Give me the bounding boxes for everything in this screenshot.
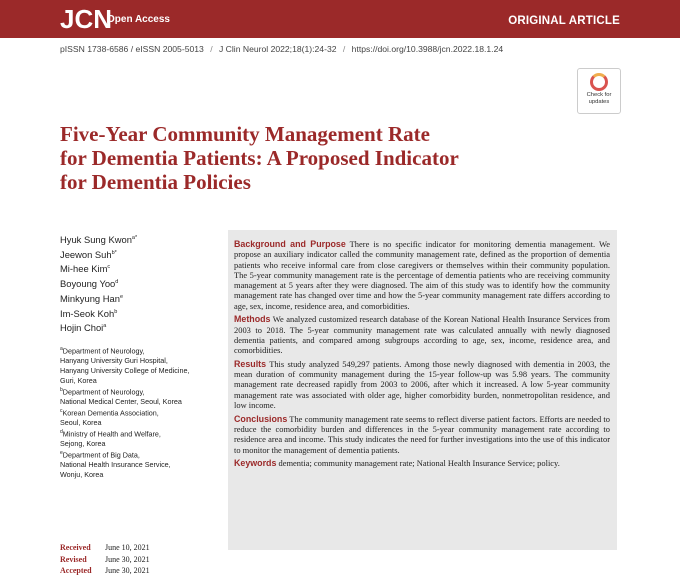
journal-logo: JCN — [60, 4, 113, 34]
article-type-label: ORIGINAL ARTICLE — [508, 15, 620, 27]
author: Mi-hee Kim$^c$ — [60, 263, 111, 275]
affiliation-line: Sejong, Korea — [60, 438, 106, 448]
author: Boyoung Yoo$^d$ — [60, 278, 119, 290]
author: Minkyung Han$^e$ — [60, 293, 123, 304]
article-dates — [60, 542, 150, 577]
author: Hyuk Sung Kwon$^{a*}$ — [60, 234, 138, 246]
title-line: Five-Year Community Management Rate — [60, 122, 430, 146]
affiliation-line: Hanyang University College of Medicine, — [60, 365, 190, 375]
crossmark-icon — [590, 73, 608, 91]
citation-text: J Clin Neurol 2022;18(1):24-32 — [218, 44, 337, 54]
affiliation-line: $^d$Ministry of Health and Welfare, — [60, 428, 161, 438]
affiliation-line: $^b$Department of Neurology, — [60, 386, 145, 396]
affiliation-line: Guri, Korea — [60, 375, 97, 385]
affiliation-line: National Health Insurance Service, — [60, 459, 171, 469]
affiliation-line: Hanyang University Guri Hospital, — [60, 356, 168, 366]
author: Im-Seok Koh$^b$ — [60, 307, 118, 319]
abstract-keywords: Keywords dementia; community management rate; National Health Insurance Service; policy. — [234, 458, 560, 469]
updates-label: updates — [588, 98, 610, 105]
affiliation-line: $^c$Korean Dementia Association, — [60, 407, 159, 417]
abstract-background: Background and Purpose There is no specific indicator for monitoring dementia management. We propose an auxiliary indicator called the community management rate, defined as the proportion of dementia patients who receive informal care from close caregivers or themselves within their community population. The 5-year community management rate is the percentage of dementia patients who are receiving community management at 5 years after they were diagnosed. The aim of this study was to identify how the community management rate has changed over time and how the 5-year community management rate differs according to age, sex, income, residence area, and comorbidities. — [234, 239, 610, 311]
publication-meta — [60, 44, 503, 54]
title-line: for Dementia Patients: A Proposed Indicator — [60, 146, 459, 170]
abstract-results: Results This study analyzed 549,297 patients. Among those newly diagnosed with dementia in 2003, the mean duration of community management during the 15-year follow-up was 5.98 years. The community management rate decreased rapidly from 2003 to 2006, after which it increased. A low 5-year community management rate was associated with older age, higher comorbidity burden, nonmetropolitan residence, and low income. — [234, 358, 610, 411]
date-row: Accepted June 30, 2021 — [60, 566, 150, 575]
affiliation-line: Wonju, Korea — [60, 469, 104, 479]
section-heading: Background and Purpose — [234, 239, 346, 249]
affiliation-line: Seoul, Korea — [60, 417, 102, 427]
abstract-box — [228, 230, 617, 550]
section-heading: Methods — [234, 314, 271, 325]
abstract-methods: Methods We analyzed customized research database of the Korean National Health Insurance Services from 2003 to 2018. The 5-year community management rate was calculated annually with newly diagnosed dementia patients, and compared among subgroups according to age, sex, income, residence area, and comorbidities. — [234, 314, 610, 356]
affiliation-line: National Medical Center, Seoul, Korea — [60, 396, 182, 406]
author: Hojin Choi$^a$ — [60, 322, 107, 334]
affiliation-line: $^a$Department of Neurology, — [60, 346, 145, 356]
journal-header-bar — [0, 0, 680, 38]
date-row: Revised June 30, 2021 — [60, 554, 150, 564]
affiliation-list — [60, 345, 230, 479]
title-line: for Dementia Policies — [60, 170, 251, 194]
abstract-conclusions: Conclusions The community management rate seems to reflect diverse patient factors. Efforts are needed to reduce the comorbidity burden and differences in the 5-year community management rate according to residence area and income. This study indicates the need for further investigations into the use of this indicator to monitor the management of dementia patients. — [234, 413, 610, 455]
meta-separator: / — [342, 44, 346, 54]
section-heading: Keywords — [234, 458, 277, 469]
date-row: Received June 10, 2021 — [60, 543, 150, 552]
meta-separator: / — [210, 44, 213, 54]
open-access-label: Open Access — [107, 14, 170, 25]
article-title — [60, 122, 530, 194]
author-list — [60, 232, 137, 335]
author: Jeewon Suh$^{b*}$ — [60, 248, 117, 260]
section-heading: Conclusions — [234, 413, 288, 424]
issn-text: pISSN 1738-6586 / eISSN 2005-5013 — [60, 44, 204, 54]
affiliation-line: $^e$Department of Big Data, — [60, 449, 140, 459]
doi-link[interactable]: https://doi.org/10.3988/jcn.2022.18.1.24 — [351, 44, 504, 54]
check-for-label: Check for — [586, 92, 612, 98]
check-for-updates-button[interactable] — [577, 68, 621, 114]
section-heading: Results — [234, 358, 267, 369]
